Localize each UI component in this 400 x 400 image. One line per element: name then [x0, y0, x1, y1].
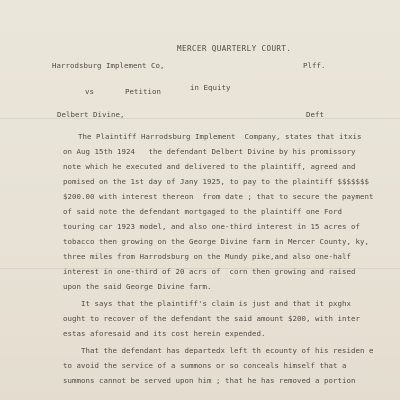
body-line: pomised on the 1st day of Jany 1925, to pay to the plaintiff $$$$$$$ [63, 177, 369, 186]
plaintiff-role: Plff. [303, 61, 326, 70]
versus-label: vs [85, 87, 94, 96]
petition-label: Petition [125, 87, 161, 96]
body-line: The Plaintiff Harrodsburg Implement Company, states that itxis [78, 132, 362, 141]
body-line: on Aug 15th 1924 the defendant Delbert Divine by his promissory [63, 147, 356, 156]
body-line: That the defendant has departedx left th ecounty of his residen e [63, 346, 374, 355]
body-line: summons cannot be served upon him ; that he has removed a portion [63, 376, 356, 385]
court-heading: MERCER QUARTERLY COURT. [177, 44, 292, 53]
body-line: ought to recover of the defendant the said amount $200, with inter [63, 314, 360, 323]
defendant-name: Delbert Divine, [57, 110, 125, 119]
body-line: $200.00 with interest thereon from date ; that to secure the payment [63, 192, 374, 201]
body-line: of said note the defendant mortgaged to the plaintiff one Ford [63, 207, 342, 216]
defendant-role: Deft [306, 110, 324, 119]
body-line: three miles from Harrodsburg on the Mundy pike,and also one-half [63, 252, 351, 261]
body-line: estas aforesaid and its cost herein expended. [63, 329, 266, 338]
body-line: note which he executed and delivered to the plaintiff, agreed and [63, 162, 356, 171]
plaintiff-name: Harrodsburg Implement Co, [52, 61, 165, 70]
body-line: interest in one-third of 20 acrs of corn then growing and raised [63, 267, 356, 276]
body-line: upon the said George Divine farm. [63, 282, 212, 291]
body-line: It says that the plaintiff's claim is just and that it pxghx [63, 299, 351, 308]
body-line: touring car 1923 model, and also one-third interest in 15 acres of [63, 222, 360, 231]
in-equity-label: in Equity [190, 83, 231, 92]
body-line: tobacco then growing on the George Divine farm in Mercer County, ky, [63, 237, 369, 246]
body-line: to avoid the service of a summons or so conceals himself that a [63, 361, 347, 370]
